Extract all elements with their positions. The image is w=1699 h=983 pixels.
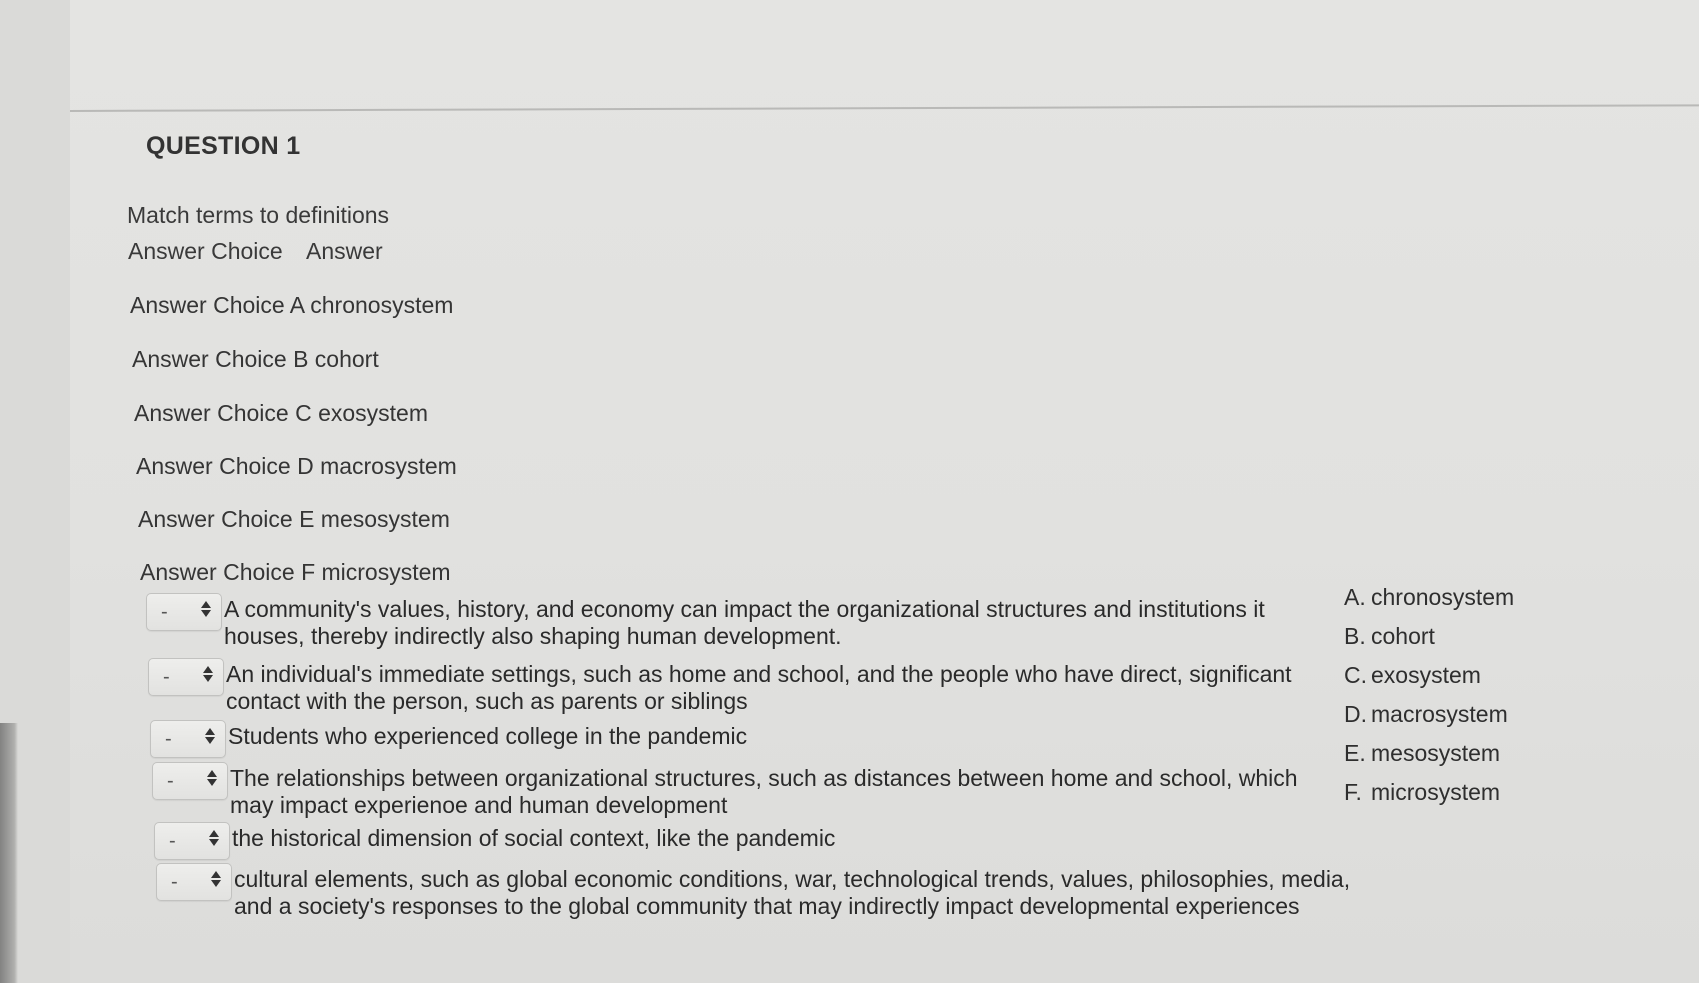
select-value: -: [171, 871, 178, 893]
definition-2-line-1: An individual's immediate settings, such as home and school, and the people who have direct, significant: [226, 661, 1292, 687]
answer-choice-c: Answer Choice C exosystem: [134, 400, 428, 426]
answer-letter: F.: [1344, 779, 1362, 805]
up-down-arrows-icon: [210, 869, 222, 895]
answer-choice-b: Answer Choice B cohort: [132, 346, 379, 372]
answer-term: chronosystem: [1371, 584, 1515, 610]
answer-list: [1344, 584, 1514, 818]
definition-4: [230, 762, 1298, 819]
left-frame: [0, 0, 71, 983]
header-answer-choice: Answer Choice: [128, 238, 283, 264]
definition-1: [224, 593, 1265, 650]
answer-list-item: [1344, 740, 1514, 779]
answer-select-6[interactable]: [156, 863, 232, 901]
definition-4-line-2: may impact experienoe and human development: [230, 792, 728, 818]
definition-5-line-1: the historical dimension of social context, like the pandemic: [232, 825, 836, 851]
answer-term: microsystem: [1371, 779, 1501, 805]
match-row-6: [156, 863, 1350, 920]
answer-letter: E.: [1344, 740, 1366, 766]
up-down-arrows-icon: [204, 726, 216, 752]
answer-list-item: [1344, 662, 1514, 701]
definition-2-line-2: contact with the person, such as parents or siblings: [226, 688, 748, 714]
answer-choice-d: Answer Choice D macrosystem: [136, 453, 457, 479]
definition-3-line-1: Students who experienced college in the pandemic: [228, 723, 748, 749]
definition-6-line-1: cultural elements, such as global economic conditions, war, technological trends, values, philosophies, media,: [234, 866, 1351, 892]
answer-list-item: [1344, 584, 1514, 623]
definition-3: [228, 720, 747, 750]
up-down-arrows-icon: [206, 768, 218, 794]
up-down-arrows-icon: [208, 828, 220, 854]
answer-select-3[interactable]: [150, 720, 226, 758]
up-down-arrows-icon: [202, 664, 214, 690]
answer-choice-f: Answer Choice F microsystem: [140, 559, 451, 585]
header-answer: Answer: [306, 238, 383, 264]
answer-term: mesosystem: [1371, 740, 1501, 766]
select-value: -: [169, 830, 176, 852]
match-row-4: [152, 762, 1298, 819]
up-down-arrows-icon: [200, 599, 212, 625]
question-prompt: Match terms to definitions: [127, 202, 390, 228]
answer-select-2[interactable]: [148, 658, 224, 696]
select-value: -: [163, 666, 170, 688]
answer-select-5[interactable]: [154, 822, 230, 860]
select-value: -: [167, 770, 174, 792]
answer-list-item: [1344, 701, 1514, 740]
match-row-2: [148, 658, 1292, 715]
definition-6-line-2: and a society's responses to the global community that may indirectly impact developmental experiences: [234, 893, 1300, 919]
definition-1-line-2: houses, thereby indirectly also shaping human development.: [224, 623, 842, 649]
definition-2: [226, 658, 1292, 715]
answer-term: cohort: [1371, 623, 1435, 649]
answer-letter: D.: [1344, 701, 1367, 727]
definition-1-line-1: A community's values, history, and economy can impact the organizational structures and institutions it: [224, 596, 1265, 622]
answer-list-item: [1344, 623, 1514, 662]
match-row-1: [146, 593, 1265, 650]
answer-letter: C.: [1344, 662, 1367, 688]
answer-letter: B.: [1344, 623, 1366, 649]
select-value: -: [165, 728, 172, 750]
answer-letter: A.: [1344, 584, 1366, 610]
answer-choice-a: Answer Choice A chronosystem: [130, 292, 454, 318]
answer-select-1[interactable]: [146, 593, 222, 631]
definition-6: [234, 863, 1350, 920]
frame-shadow: [0, 723, 18, 983]
answer-term: macrosystem: [1371, 701, 1508, 727]
answer-choice-e: Answer Choice E mesosystem: [138, 506, 450, 532]
match-row-5: [154, 822, 835, 860]
question-title: QUESTION 1: [146, 132, 301, 160]
definition-5: [232, 822, 835, 852]
answer-term: exosystem: [1371, 662, 1481, 688]
answer-list-item: [1344, 779, 1514, 818]
match-row-3: [150, 720, 747, 758]
answer-select-4[interactable]: [152, 762, 228, 800]
select-value: -: [161, 601, 168, 623]
definition-4-line-1: The relationships between organizational structures, such as distances between home and school, which: [230, 765, 1298, 791]
